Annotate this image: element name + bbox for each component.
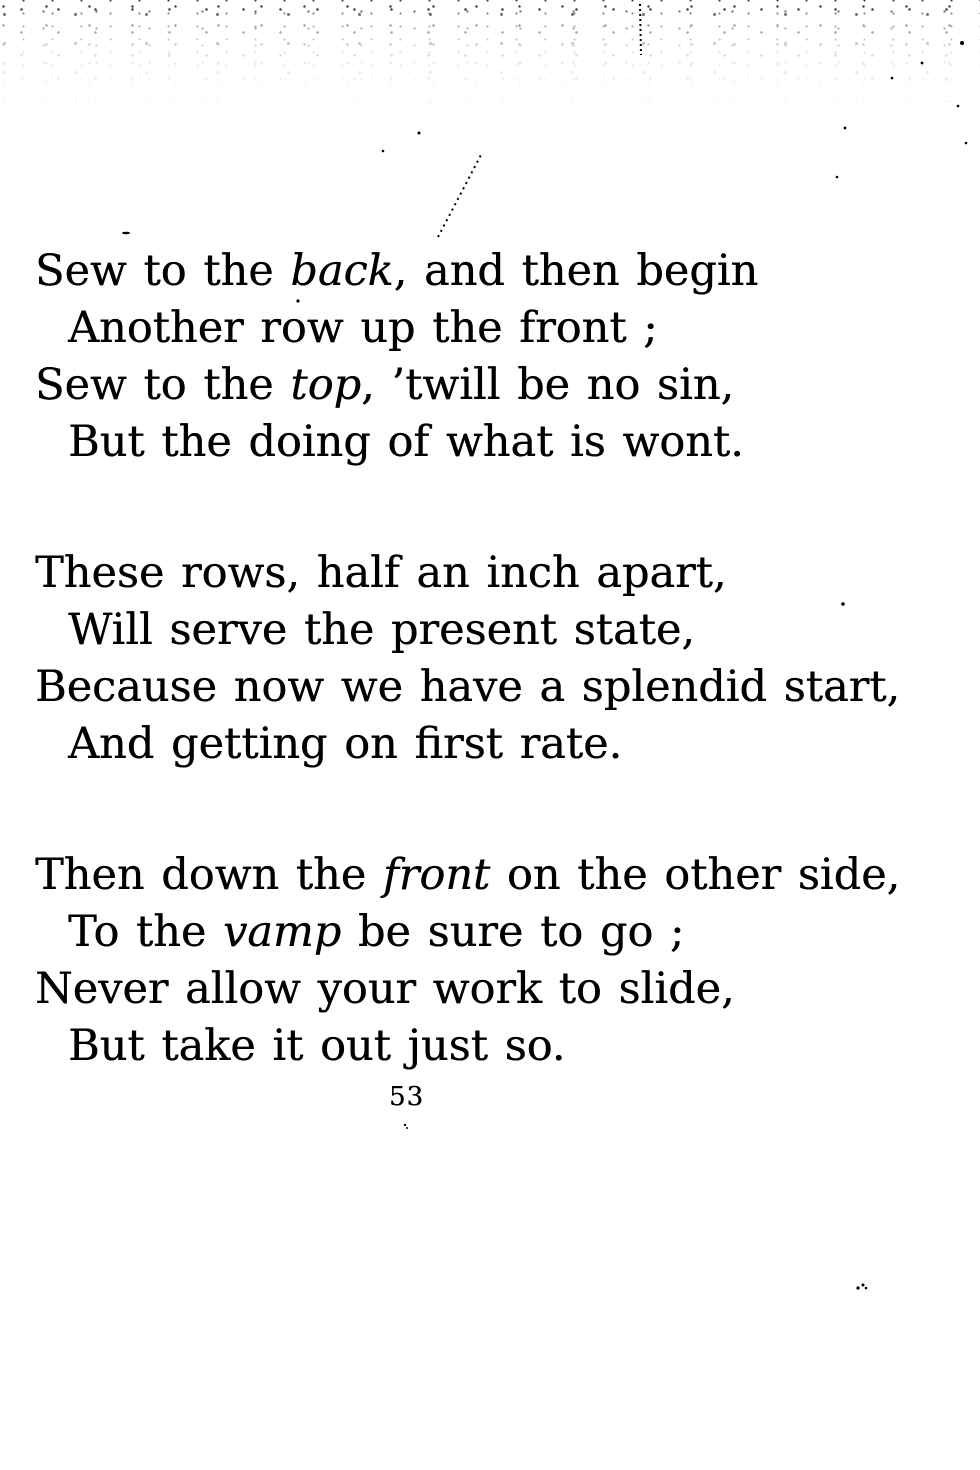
poem-text: Sew to the xyxy=(35,360,291,410)
poem-word-italic: top xyxy=(290,360,362,410)
poem-line xyxy=(35,602,915,659)
poem-line xyxy=(35,904,915,961)
diagonal-scratch-artifact xyxy=(438,153,482,237)
stanza xyxy=(35,545,915,773)
poem-line xyxy=(35,414,915,471)
stanza xyxy=(35,243,915,471)
poem-text: And getting on first rate. xyxy=(68,719,623,769)
poem-word-italic: front xyxy=(382,850,491,900)
poem-word-italic: back xyxy=(290,246,394,296)
poem-text: But the doing of what is wont. xyxy=(68,417,744,467)
poem-line xyxy=(35,847,915,904)
poem-line xyxy=(35,357,915,414)
poem-line xyxy=(35,1018,915,1075)
poem-text: be sure to go ; xyxy=(341,907,685,957)
poem-line xyxy=(35,300,915,357)
poem-line xyxy=(35,545,915,602)
poem-text: Another row up the front ; xyxy=(68,303,658,353)
poem-line xyxy=(35,961,915,1018)
scan-noise-band xyxy=(0,0,980,146)
poem-line xyxy=(35,243,915,300)
poem-text: Sew to the xyxy=(35,246,291,296)
poem-text: , and then begin xyxy=(393,246,759,296)
poem xyxy=(35,243,915,1149)
poem-line xyxy=(35,716,915,773)
poem-text: Because now we have a splendid start, xyxy=(35,662,901,712)
poem-text: These rows, half an inch apart, xyxy=(35,548,727,598)
page-number: 53 xyxy=(389,1082,425,1112)
poem-line xyxy=(35,659,915,716)
stanza xyxy=(35,847,915,1075)
poem-word-italic: vamp xyxy=(223,907,342,957)
poem-text: To the xyxy=(68,907,223,957)
poem-text: But take it out just so. xyxy=(68,1021,566,1071)
poem-text: Then down the xyxy=(35,850,383,900)
poem-text: Will serve the present state, xyxy=(68,605,695,655)
poem-text: Never allow your work to slide, xyxy=(35,964,735,1014)
poem-text: , ’twill be no sin, xyxy=(361,360,735,410)
poem-text: on the other side, xyxy=(490,850,901,900)
